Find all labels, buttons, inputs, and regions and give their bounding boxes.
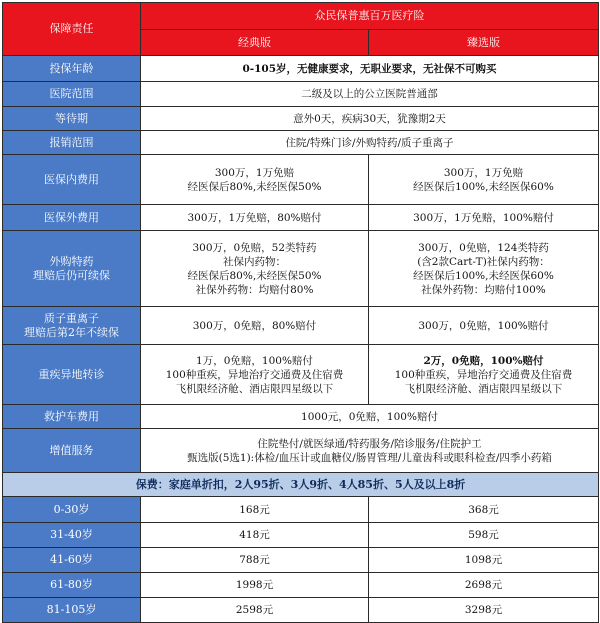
row-label <box>3 307 141 345</box>
shared-value <box>141 56 599 82</box>
plan-a-value-line: 100种重疾，异地治疗交通费及住宿费 <box>165 368 344 381</box>
row-label <box>3 405 141 429</box>
plan-a-value <box>141 307 369 345</box>
plan-b-premium: 2698元 <box>369 573 599 598</box>
table-row <box>3 131 599 155</box>
plan-a-premium: 168元 <box>141 497 369 523</box>
row-label <box>3 155 141 205</box>
plan-a-value <box>141 205 369 231</box>
age-range: 41-60岁 <box>3 548 141 573</box>
row-label <box>3 205 141 231</box>
table-row <box>3 155 599 205</box>
plan-b-value-line: 300万，0免赔，100%赔付 <box>418 319 549 332</box>
plan-b-value-line: 经医保后100%,未经医保60% <box>413 269 554 282</box>
plan-b-value <box>369 155 599 205</box>
plan-b-value <box>369 231 599 307</box>
row-label-line: 医保外费用 <box>44 210 99 224</box>
plan-b-premium: 368元 <box>369 497 599 523</box>
plan-b-value-line: (含2款Cart-T)社保内药物： <box>417 255 550 268</box>
premium-row <box>3 523 599 548</box>
plan-b-premium: 3298元 <box>369 598 599 623</box>
plan-a-value-line: 300万，1万免赔，80%赔付 <box>187 211 322 224</box>
table-row <box>3 345 599 405</box>
age-range: 81-105岁 <box>3 598 141 623</box>
row-label-line: 重疾异地转诊 <box>38 367 105 381</box>
table-row <box>3 405 599 429</box>
plan-a-premium: 418元 <box>141 523 369 548</box>
plan-a-premium: 1998元 <box>141 573 369 598</box>
shared-value-line: 住院垫付/就医绿通/特药服务/陪诊服务/住院护工 <box>257 437 482 450</box>
plan-b-value-line: 社保外药物：均赔付100% <box>421 283 546 296</box>
shared-value-line: 住院/特殊门诊/外购特药/质子重离子 <box>285 136 454 149</box>
table-row <box>3 107 599 131</box>
table-row <box>3 429 599 473</box>
plan-a-value-line: 300万，0免赔，80%赔付 <box>192 319 317 332</box>
plan-a-value <box>141 231 369 307</box>
plan-a-value <box>141 155 369 205</box>
row-label-line: 救护车费用 <box>44 409 99 423</box>
premium-discount-note: 保费：家庭单折扣，2人95折、3人9折、4人85折、5人及以上8折 <box>3 473 599 497</box>
row-label <box>3 56 141 82</box>
plan-b-premium: 598元 <box>369 523 599 548</box>
age-range: 61-80岁 <box>3 573 141 598</box>
row-label-line: 报销范围 <box>49 135 94 149</box>
row-label-line: 理赔后第2年不续保 <box>24 325 119 339</box>
row-label <box>3 107 141 131</box>
product-title: 众民保普惠百万医疗险 <box>141 3 599 30</box>
row-label <box>3 231 141 307</box>
plan-b-value-line: 2万，0免赔，100%赔付 <box>423 354 544 367</box>
plan-a-premium: 2598元 <box>141 598 369 623</box>
table-row <box>3 205 599 231</box>
premium-row <box>3 548 599 573</box>
insurance-comparison-table <box>2 2 599 623</box>
plan-b-value-line: 经医保后100%,未经医保60% <box>413 180 554 193</box>
plan-b-value-line: 300万，1万免赔 <box>443 166 524 179</box>
shared-value-line: 二级及以上的公立医院普通部 <box>301 88 438 100</box>
row-label-line: 外购特药 <box>49 254 94 268</box>
header-corner: 保障责任 <box>3 3 141 56</box>
plan-b-value-line: 飞机限经济舱、酒店限四星级以下 <box>404 382 563 395</box>
plan-b-value <box>369 345 599 405</box>
plan-a-header: 经典版 <box>141 30 369 56</box>
plan-a-value-line: 社保外药物：均赔付80% <box>195 283 314 296</box>
plan-a-value-line: 社保内药物： <box>223 255 286 268</box>
row-label-line: 质子重离子 <box>44 311 99 325</box>
shared-value <box>141 107 599 131</box>
plan-a-value-line: 经医保后80%,未经医保50% <box>187 180 322 193</box>
plan-b-value-line: 300万，0免赔，124类特药 <box>418 241 549 254</box>
plan-b-value-line: 100种重疾，异地治疗交通费及住宿费 <box>394 368 573 381</box>
row-label <box>3 131 141 155</box>
shared-value-line: 甄选版(5选1):体检/血压计或血糖仪/肠胃管理/儿童齿科或眼科检查/四季小药箱 <box>187 451 552 464</box>
row-label <box>3 345 141 405</box>
row-label-line: 投保年龄 <box>49 61 94 75</box>
row-label-line: 等待期 <box>55 111 88 125</box>
plan-b-premium: 1098元 <box>369 548 599 573</box>
row-label-line: 医院范围 <box>49 87 94 100</box>
plan-a-value <box>141 345 369 405</box>
plan-a-value-line: 300万，0免赔，52类特药 <box>192 241 317 254</box>
row-label-line: 医保内费用 <box>44 172 99 186</box>
plan-a-value-line: 300万，1万免赔 <box>214 166 295 179</box>
table-row <box>3 82 599 107</box>
shared-value <box>141 405 599 429</box>
table-row <box>3 231 599 307</box>
row-label-line: 增值服务 <box>49 443 94 457</box>
row-label-line: 理赔后仍可续保 <box>33 268 110 282</box>
table-row <box>3 56 599 82</box>
shared-value <box>141 131 599 155</box>
plan-a-value-line: 1万，0免赔，100%赔付 <box>196 354 313 367</box>
row-label <box>3 82 141 107</box>
shared-value-line: 0-105岁，无健康要求，无职业要求，无社保不可购买 <box>242 62 497 75</box>
plan-b-value <box>369 307 599 345</box>
plan-a-value-line: 经医保后80%,未经医保50% <box>187 269 322 282</box>
premium-row <box>3 598 599 623</box>
premium-row <box>3 573 599 598</box>
shared-value <box>141 429 599 473</box>
premium-row <box>3 497 599 523</box>
plan-b-header: 臻选版 <box>369 30 599 56</box>
age-range: 0-30岁 <box>3 497 141 523</box>
row-label <box>3 429 141 473</box>
shared-value <box>141 82 599 107</box>
plan-b-value <box>369 205 599 231</box>
shared-value-line: 意外0天，疾病30天，犹豫期2天 <box>293 112 446 125</box>
shared-value-line: 1000元，0免赔，100%赔付 <box>301 410 438 423</box>
plan-b-value-line: 300万，1万免赔，100%赔付 <box>413 211 554 224</box>
plan-a-value-line: 飞机限经济舱、酒店限四星级以下 <box>175 382 334 395</box>
age-range: 31-40岁 <box>3 523 141 548</box>
table-row <box>3 307 599 345</box>
plan-a-premium: 788元 <box>141 548 369 573</box>
premium-band-row <box>3 473 599 497</box>
